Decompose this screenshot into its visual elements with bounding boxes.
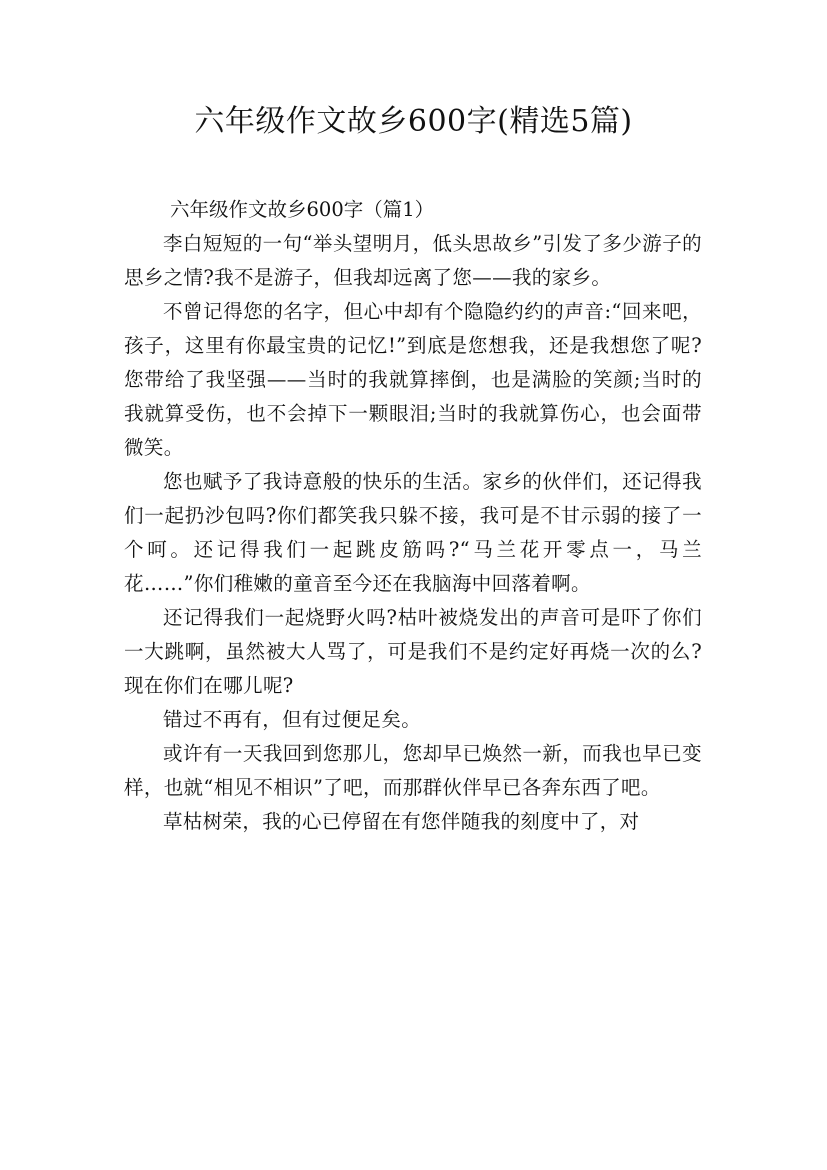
paragraph-5: 错过不再有，但有过便足矣。 [163, 708, 422, 731]
paragraph-2: 不曾记得您的名字，但心中却有个隐隐约约的声音:“回来吧，孩子，这里有你最宝贵的记忆!”到底是您想我，还是我想您了呢?您带给了我坚强——当时的我就算摔倒，也是满脸的笑颜;当时的我就算受伤，也不会掉下一颗眼泪;当时的我就算伤心，也会面带微笑。 [124, 300, 702, 459]
paragraph-7: 草枯树荣，我的心已停留在有您伴随我的刻度中了，对 [163, 810, 640, 833]
paragraph-1: 李白短短的一句“举头望明月，低头思故乡”引发了多少游子的思乡之情?我不是游子，但我却远离了您——我的家乡。 [124, 232, 702, 289]
paragraph-4: 还记得我们一起烧野火吗?枯叶被烧发出的声音可是吓了你们一大跳啊，虽然被大人骂了，可是我们不是约定好再烧一次的么?现在你们在哪儿呢? [124, 606, 702, 697]
document-body [124, 193, 702, 839]
paragraph-6: 或许有一天我回到您那儿，您却早已焕然一新，而我也早已变样，也就“相见不相识”了吧，而那群伙伴早已各奔东西了吧。 [124, 742, 702, 799]
section-title: 六年级作文故乡600字（篇1） [170, 198, 435, 221]
document-title: 六年级作文故乡600字(精选5篇) [194, 104, 633, 139]
paragraph-3: 您也赋予了我诗意般的快乐的生活。家乡的伙伴们，还记得我们一起扔沙包吗?你们都笑我只躲不接，我可是不甘示弱的接了一个呵。还记得我们一起跳皮筋吗?“马兰花开零点一，马兰花……”你们稚嫩的童音至今还在我脑海中回落着啊。 [124, 470, 702, 595]
